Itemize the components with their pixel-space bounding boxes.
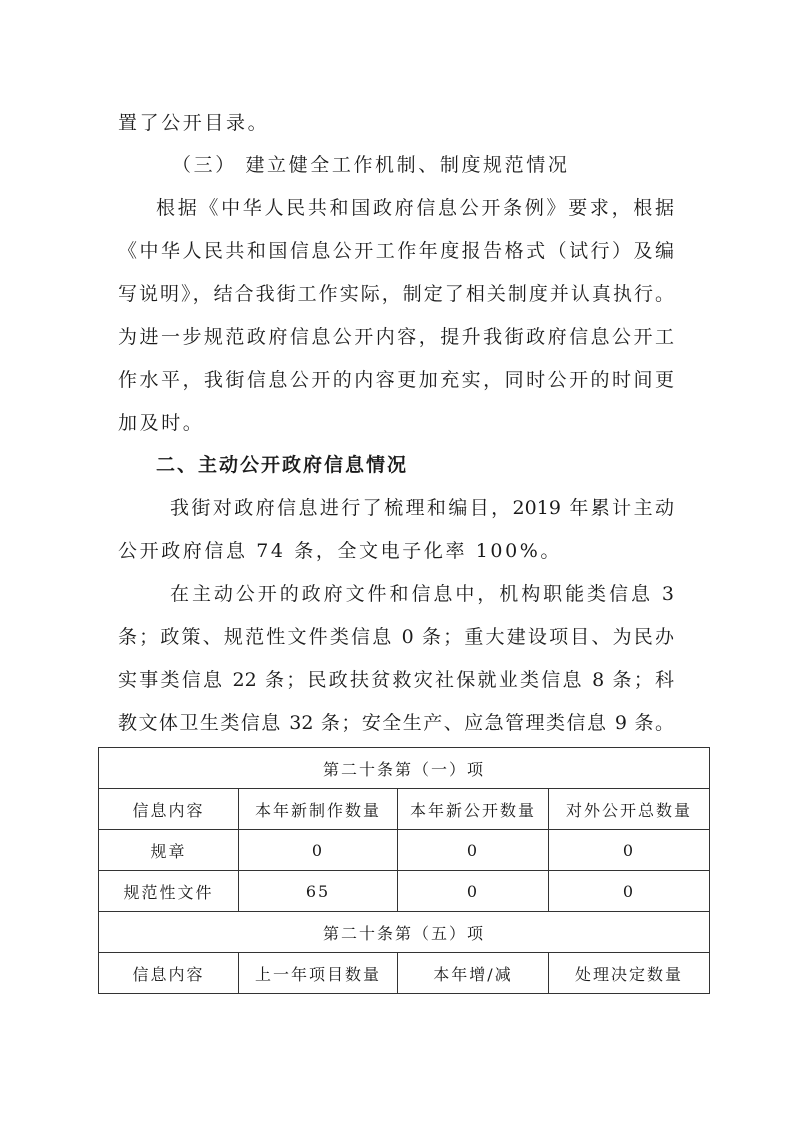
table-cell: 规章 (99, 830, 239, 871)
header-cell: 本年新制作数量 (239, 789, 398, 830)
table-cell: 0 (549, 830, 710, 871)
header-cell: 本年新公开数量 (398, 789, 549, 830)
table-row (99, 871, 710, 912)
table-cell: 0 (398, 871, 549, 912)
table-header-row (99, 789, 710, 830)
table-cell: 0 (549, 871, 710, 912)
table-cell: 0 (398, 830, 549, 871)
table-cell: 规范性文件 (99, 871, 239, 912)
table-section-title-row (99, 912, 710, 953)
paragraph-line: 在主动公开的政府文件和信息中，机构职能类信息 3 (170, 583, 674, 605)
paragraph-line: 教文体卫生类信息 32 条；安全生产、应急管理类信息 9 条。 (118, 712, 674, 734)
subsection-heading: （三） 建立健全工作机制、制度规范情况 (172, 154, 570, 176)
table-cell: 65 (239, 871, 398, 912)
section-title: 第二十条第（一）项 (99, 748, 710, 789)
paragraph-line: 我街对政府信息进行了梳理和编目，2019 年累计主动 (170, 497, 674, 519)
table-section-title-row (99, 748, 710, 789)
paragraph-line: 根据《中华人民共和国政府信息公开条例》要求，根据 (156, 197, 674, 219)
paragraph-line: 置了公开目录。 (118, 112, 270, 134)
header-cell: 信息内容 (99, 789, 239, 830)
table-row (99, 830, 710, 871)
section-title: 第二十条第（五）项 (99, 912, 710, 953)
header-cell: 对外公开总数量 (549, 789, 710, 830)
header-cell: 本年增/减 (398, 953, 549, 994)
paragraph-line: 《中华人民共和国信息公开工作年度报告格式（试行）及编 (118, 240, 674, 262)
paragraph-line: 实事类信息 22 条；民政扶贫救灾社保就业类信息 8 条；科 (118, 669, 674, 691)
header-cell: 上一年项目数量 (239, 953, 398, 994)
header-cell: 信息内容 (99, 953, 239, 994)
table-cell: 0 (239, 830, 398, 871)
paragraph-line: 为进一步规范政府信息公开内容，提升我街政府信息公开工 (118, 326, 674, 348)
paragraph-line: 作水平，我街信息公开的内容更加充实，同时公开的时间更 (118, 369, 674, 391)
paragraph-line: 加及时。 (118, 412, 205, 434)
section-heading: 二、主动公开政府信息情况 (156, 454, 409, 476)
header-cell: 处理决定数量 (549, 953, 710, 994)
table-header-row (99, 953, 710, 994)
paragraph-line: 公开政府信息 74 条，全文电子化率 100%。 (118, 540, 563, 562)
disclosure-table (98, 747, 710, 994)
paragraph-line: 条；政策、规范性文件类信息 0 条；重大建设项目、为民办 (118, 626, 674, 648)
paragraph-line: 写说明》，结合我街工作实际，制定了相关制度并认真执行。 (118, 283, 674, 305)
